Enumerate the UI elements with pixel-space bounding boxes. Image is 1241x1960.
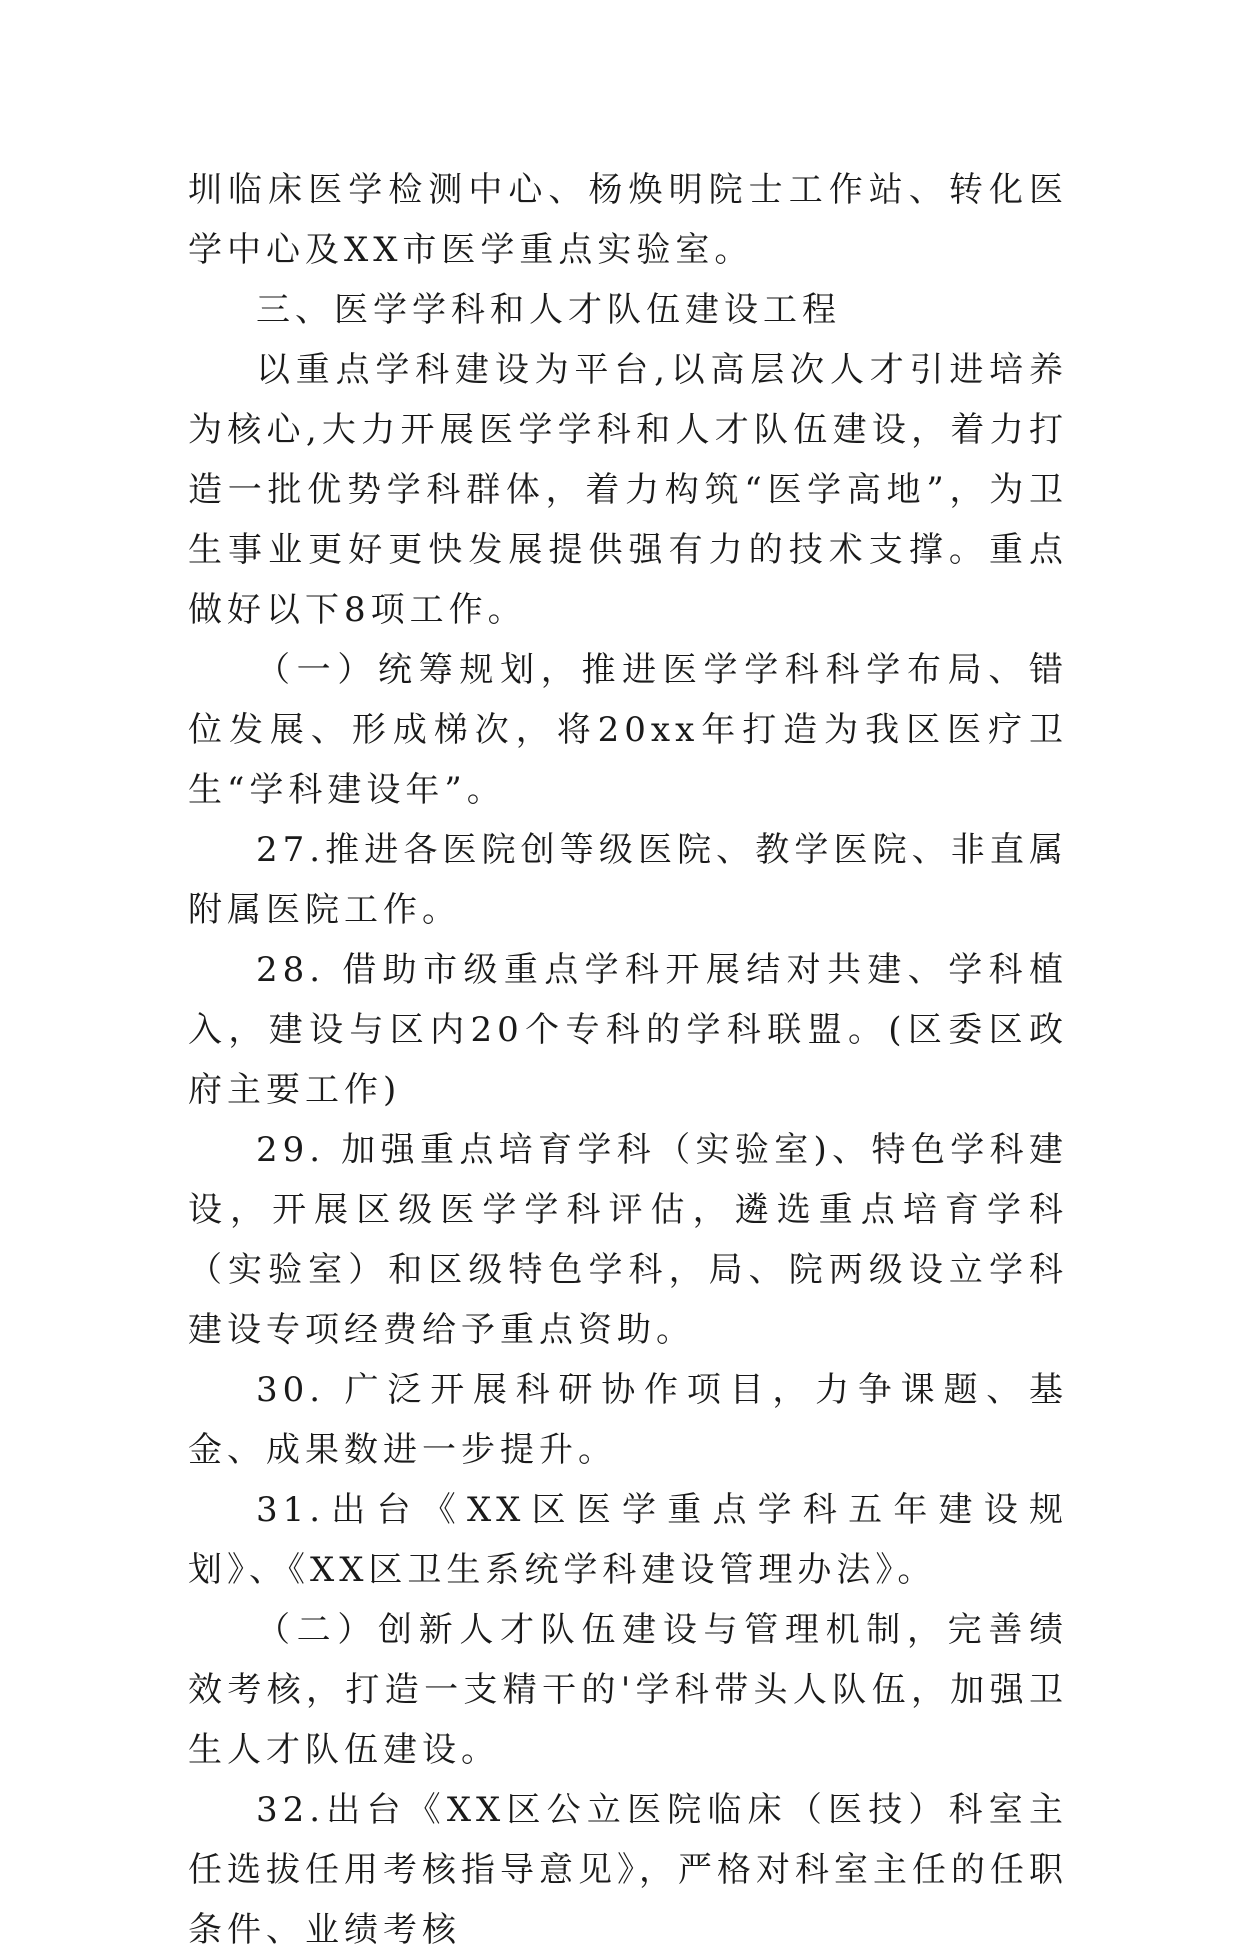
paragraph-intro: 以重点学科建设为平台,以高层次人才引进培养为核心,大力开展医学学科和人才队伍建设，着力打造一批优势学科群体，着力构筑“医学高地”，为卫生事业更好更快发展提供强有力的技术支撑。重点做好以下8项工作。 [188, 350, 1068, 630]
subsection-heading-1: （一）统筹规划，推进医学学科科学布局、错位发展、形成梯次，将20xx年打造为我区医疗卫生“学科建设年”。 [188, 650, 1068, 810]
list-item-28: 28. 借助市级重点学科开展结对共建、学科植入，建设与区内20个专科的学科联盟。(区委区政府主要工作) [188, 950, 1068, 1110]
subsection-heading-2: （二）创新人才队伍建设与管理机制，完善绩效考核，打造一支精干的'学科带头人队伍，加强卫生人才队伍建设。 [188, 1610, 1068, 1770]
section-heading: 三、医学学科和人才队伍建设工程 [256, 290, 841, 330]
document-body [188, 160, 1068, 1960]
paragraph-continuation: 圳临床医学检测中心、杨焕明院士工作站、转化医学中心及XX市医学重点实验室。 [188, 170, 1068, 270]
list-item-29: 29. 加强重点培育学科（实验室)、特色学科建设，开展区级医学学科评估，遴选重点培育学科（实验室）和区级特色学科，局、院两级设立学科建设专项经费给予重点资助。 [188, 1130, 1068, 1350]
list-item-30: 30. 广泛开展科研协作项目，力争课题、基金、成果数进一步提升。 [188, 1370, 1068, 1470]
list-item-31: 31.出台《XX区医学重点学科五年建设规划》、《XX区卫生系统学科建设管理办法》。 [188, 1490, 1068, 1590]
list-item-32: 32.出台《XX区公立医院临床（医技）科室主任选拔任用考核指导意见》，严格对科室主任的任职条件、业绩考核 [188, 1790, 1068, 1950]
list-item-27: 27.推进各医院创等级医院、教学医院、非直属附属医院工作。 [188, 830, 1068, 930]
